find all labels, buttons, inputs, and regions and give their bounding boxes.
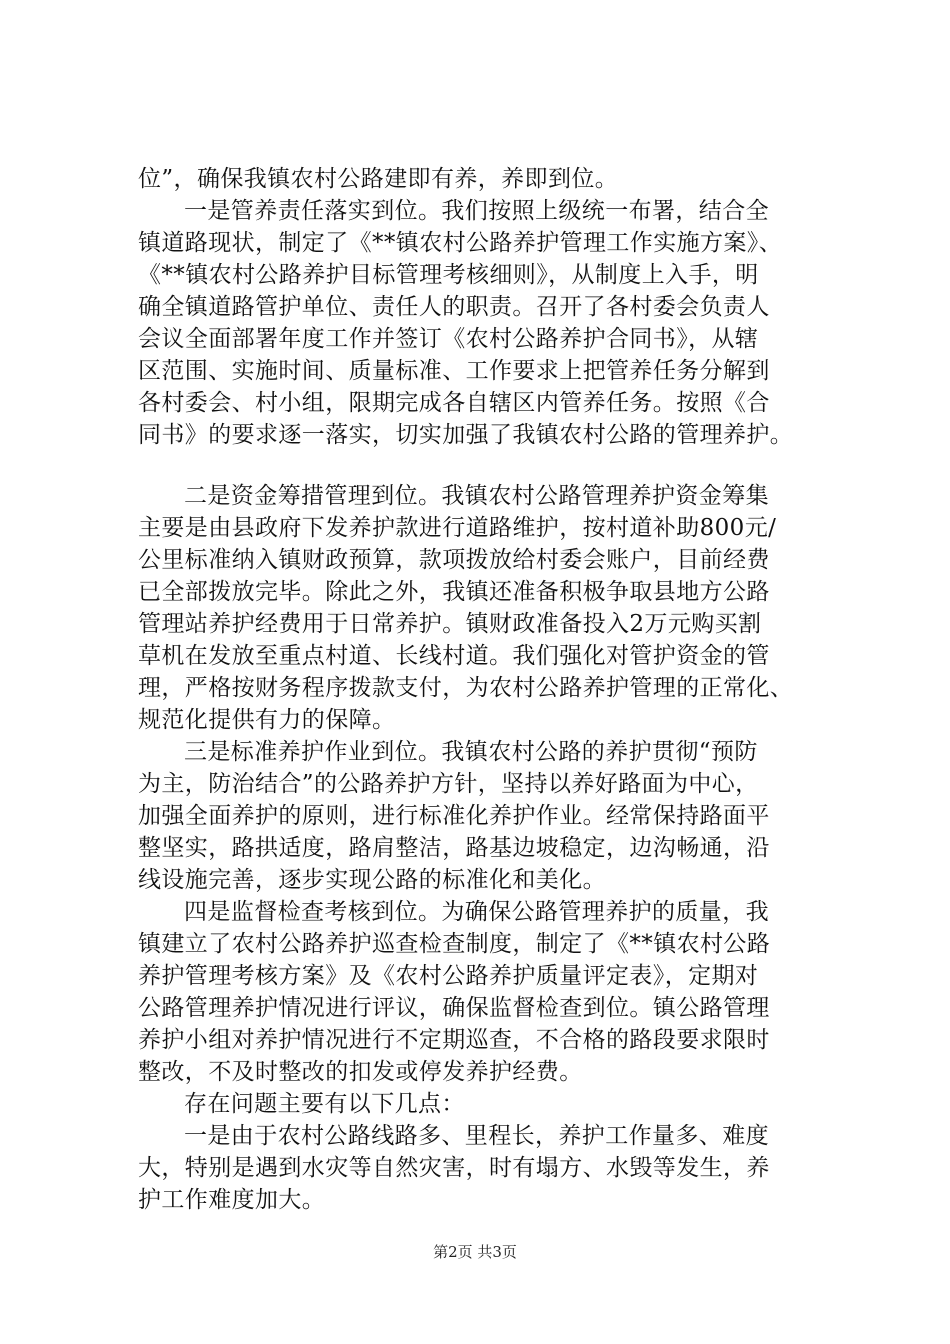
text-line: 养护管理考核方案》及《农村公路养护质量评定表》，定期对 [138,963,759,989]
text-line: 护工作难度加大。 [138,1187,326,1213]
text-line: 主要是由县政府下发养护款进行道路维护，按村道补助800元/ [138,515,777,541]
text-line: 线设施完善，逐步实现公路的标准化和美化。 [138,867,606,893]
text-line: 理，严格按财务程序拨款支付，为农村公路养护管理的正常化、 [138,675,794,701]
text-line: 各村委会、村小组，限期完成各自辖区内管养任务。按照《合 [138,390,770,416]
text-line: 存在问题主要有以下几点： [184,1091,465,1117]
text-line: 会议全面部署年度工作并签订《农村公路养护合同书》，从辖 [138,326,759,352]
text-line: 位”，确保我镇农村公路建即有养，养即到位。 [138,166,619,192]
paragraph-gap [138,451,828,480]
text-line: 规范化提供有力的保障。 [138,707,396,733]
text-line: 公里标准纳入镇财政预算，款项拨放给村委会账户，目前经费 [138,547,770,573]
text-line: 整改，不及时整改的扣发或停发养护经费。 [138,1059,583,1085]
text-line: 区范围、实施时间、质量标准、工作要求上把管养任务分解到 [138,358,770,384]
text-line: 一是管养责任落实到位。我们按照上级统一布署，结合全 [184,198,769,224]
text-line: 《**镇农村公路养护目标管理考核细则》，从制度上入手，明 [138,262,759,288]
text-line: 四是监督检查考核到位。为确保公路管理养护的质量，我 [184,899,769,925]
text-line: 管理站养护经费用于日常养护。镇财政准备投入2万元购买割 [138,611,762,637]
text-line: 草机在发放至重点村道、长线村道。我们强化对管护资金的管 [138,643,770,669]
text-line: 为主，防治结合”的公路养护方针，坚持以养好路面为中心， [138,771,759,797]
text-line: 加强全面养护的原则，进行标准化养护作业。经常保持路面平 [138,803,770,829]
text-line: 镇道路现状，制定了《**镇农村公路养护管理工作实施方案》、 [138,230,783,256]
text-line: 同书》的要求逐一落实，切实加强了我镇农村公路的管理养护。 [138,422,794,448]
text-line: 一是由于农村公路线路多、里程长，养护工作量多、难度 [184,1123,769,1149]
text-line: 三是标准养护作业到位。我镇农村公路的养护贯彻“预防 [184,739,758,765]
document-body [138,163,828,1216]
text-line: 镇建立了农村公路养护巡查检查制度，制定了《**镇农村公路 [138,931,771,957]
text-line: 养护小组对养护情况进行不定期巡查，不合格的路段要求限时 [138,1027,770,1053]
page-footer: 第2页 共3页 [433,1243,517,1261]
text-line: 大，特别是遇到水灾等自然灾害，时有塌方、水毁等发生，养 [138,1155,770,1181]
text-line: 确全镇道路管护单位、责任人的职责。召开了各村委会负责人 [138,294,770,320]
text-line: 整坚实，路拱适度，路肩整洁，路基边坡稳定，边沟畅通，沿 [138,835,770,861]
text-line: 公路管理养护情况进行评议，确保监督检查到位。镇公路管理 [138,995,770,1021]
text-line: 二是资金筹措管理到位。我镇农村公路管理养护资金筹集 [184,483,769,509]
text-line: 已全部拨放完毕。除此之外，我镇还准备积极争取县地方公路 [138,579,770,605]
